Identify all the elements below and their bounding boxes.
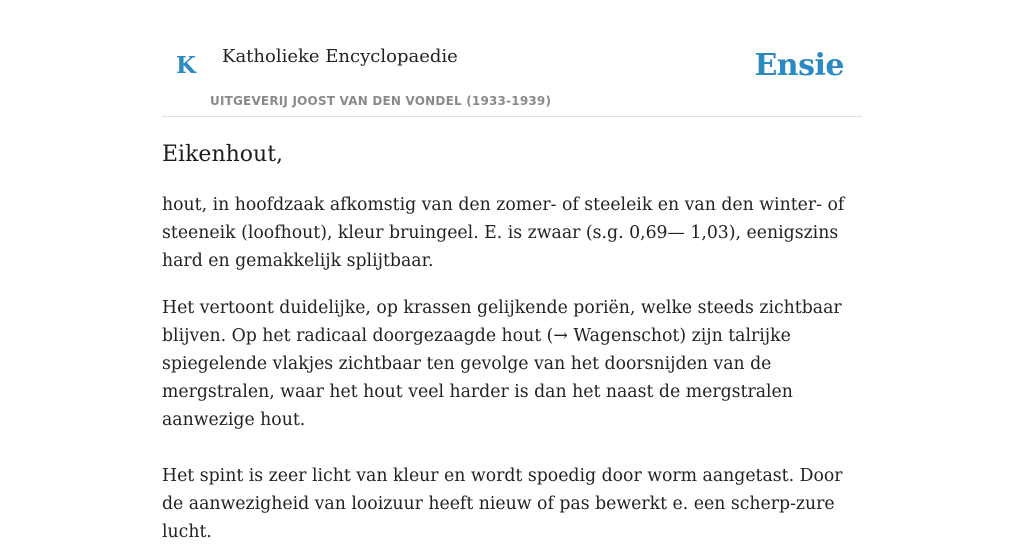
ensie-brand-logo[interactable]: Ensie	[754, 48, 844, 83]
article-paragraph-3: Het spint is zeer licht van kleur en wordt spoedig door worm aangetast. Door de aanwezigheid van looizuur heeft nieuw of pas bewerkt e. een scherp-zure lucht.	[162, 466, 843, 542]
publisher-subtitle: UITGEVERIJ JOOST VAN DEN VONDEL (1933-1939)	[210, 94, 552, 108]
entry-title: Eikenhout,	[162, 142, 284, 167]
article-paragraph-1: hout, in hoofdzaak afkomstig van den zomer- of steeleik en van den winter- of steeneik (loofhout), kleur bruingeel. E. is zwaar (s.g. 0,69— 1,03), eenigszins hard en gemakkelijk splijtbaar.	[162, 195, 845, 271]
publication-title[interactable]: Katholieke Encyclopaedie	[222, 46, 458, 67]
publication-logo-icon[interactable]: K	[176, 52, 196, 79]
site-header	[162, 0, 862, 117]
article-paragraph-2: Het vertoont duidelijke, op krassen gelijkende poriën, welke steeds zichtbaar blijven. Op het radicaal doorgezaagde hout (→ Wagenschot) zijn talrijke spiegelende vlakjes zichtbaar ten gevolge van het doorsnijden van de mergstralen, waar het hout veel harder is dan het naast de mergstralen aanwezige hout.	[162, 298, 842, 430]
article	[162, 139, 862, 546]
